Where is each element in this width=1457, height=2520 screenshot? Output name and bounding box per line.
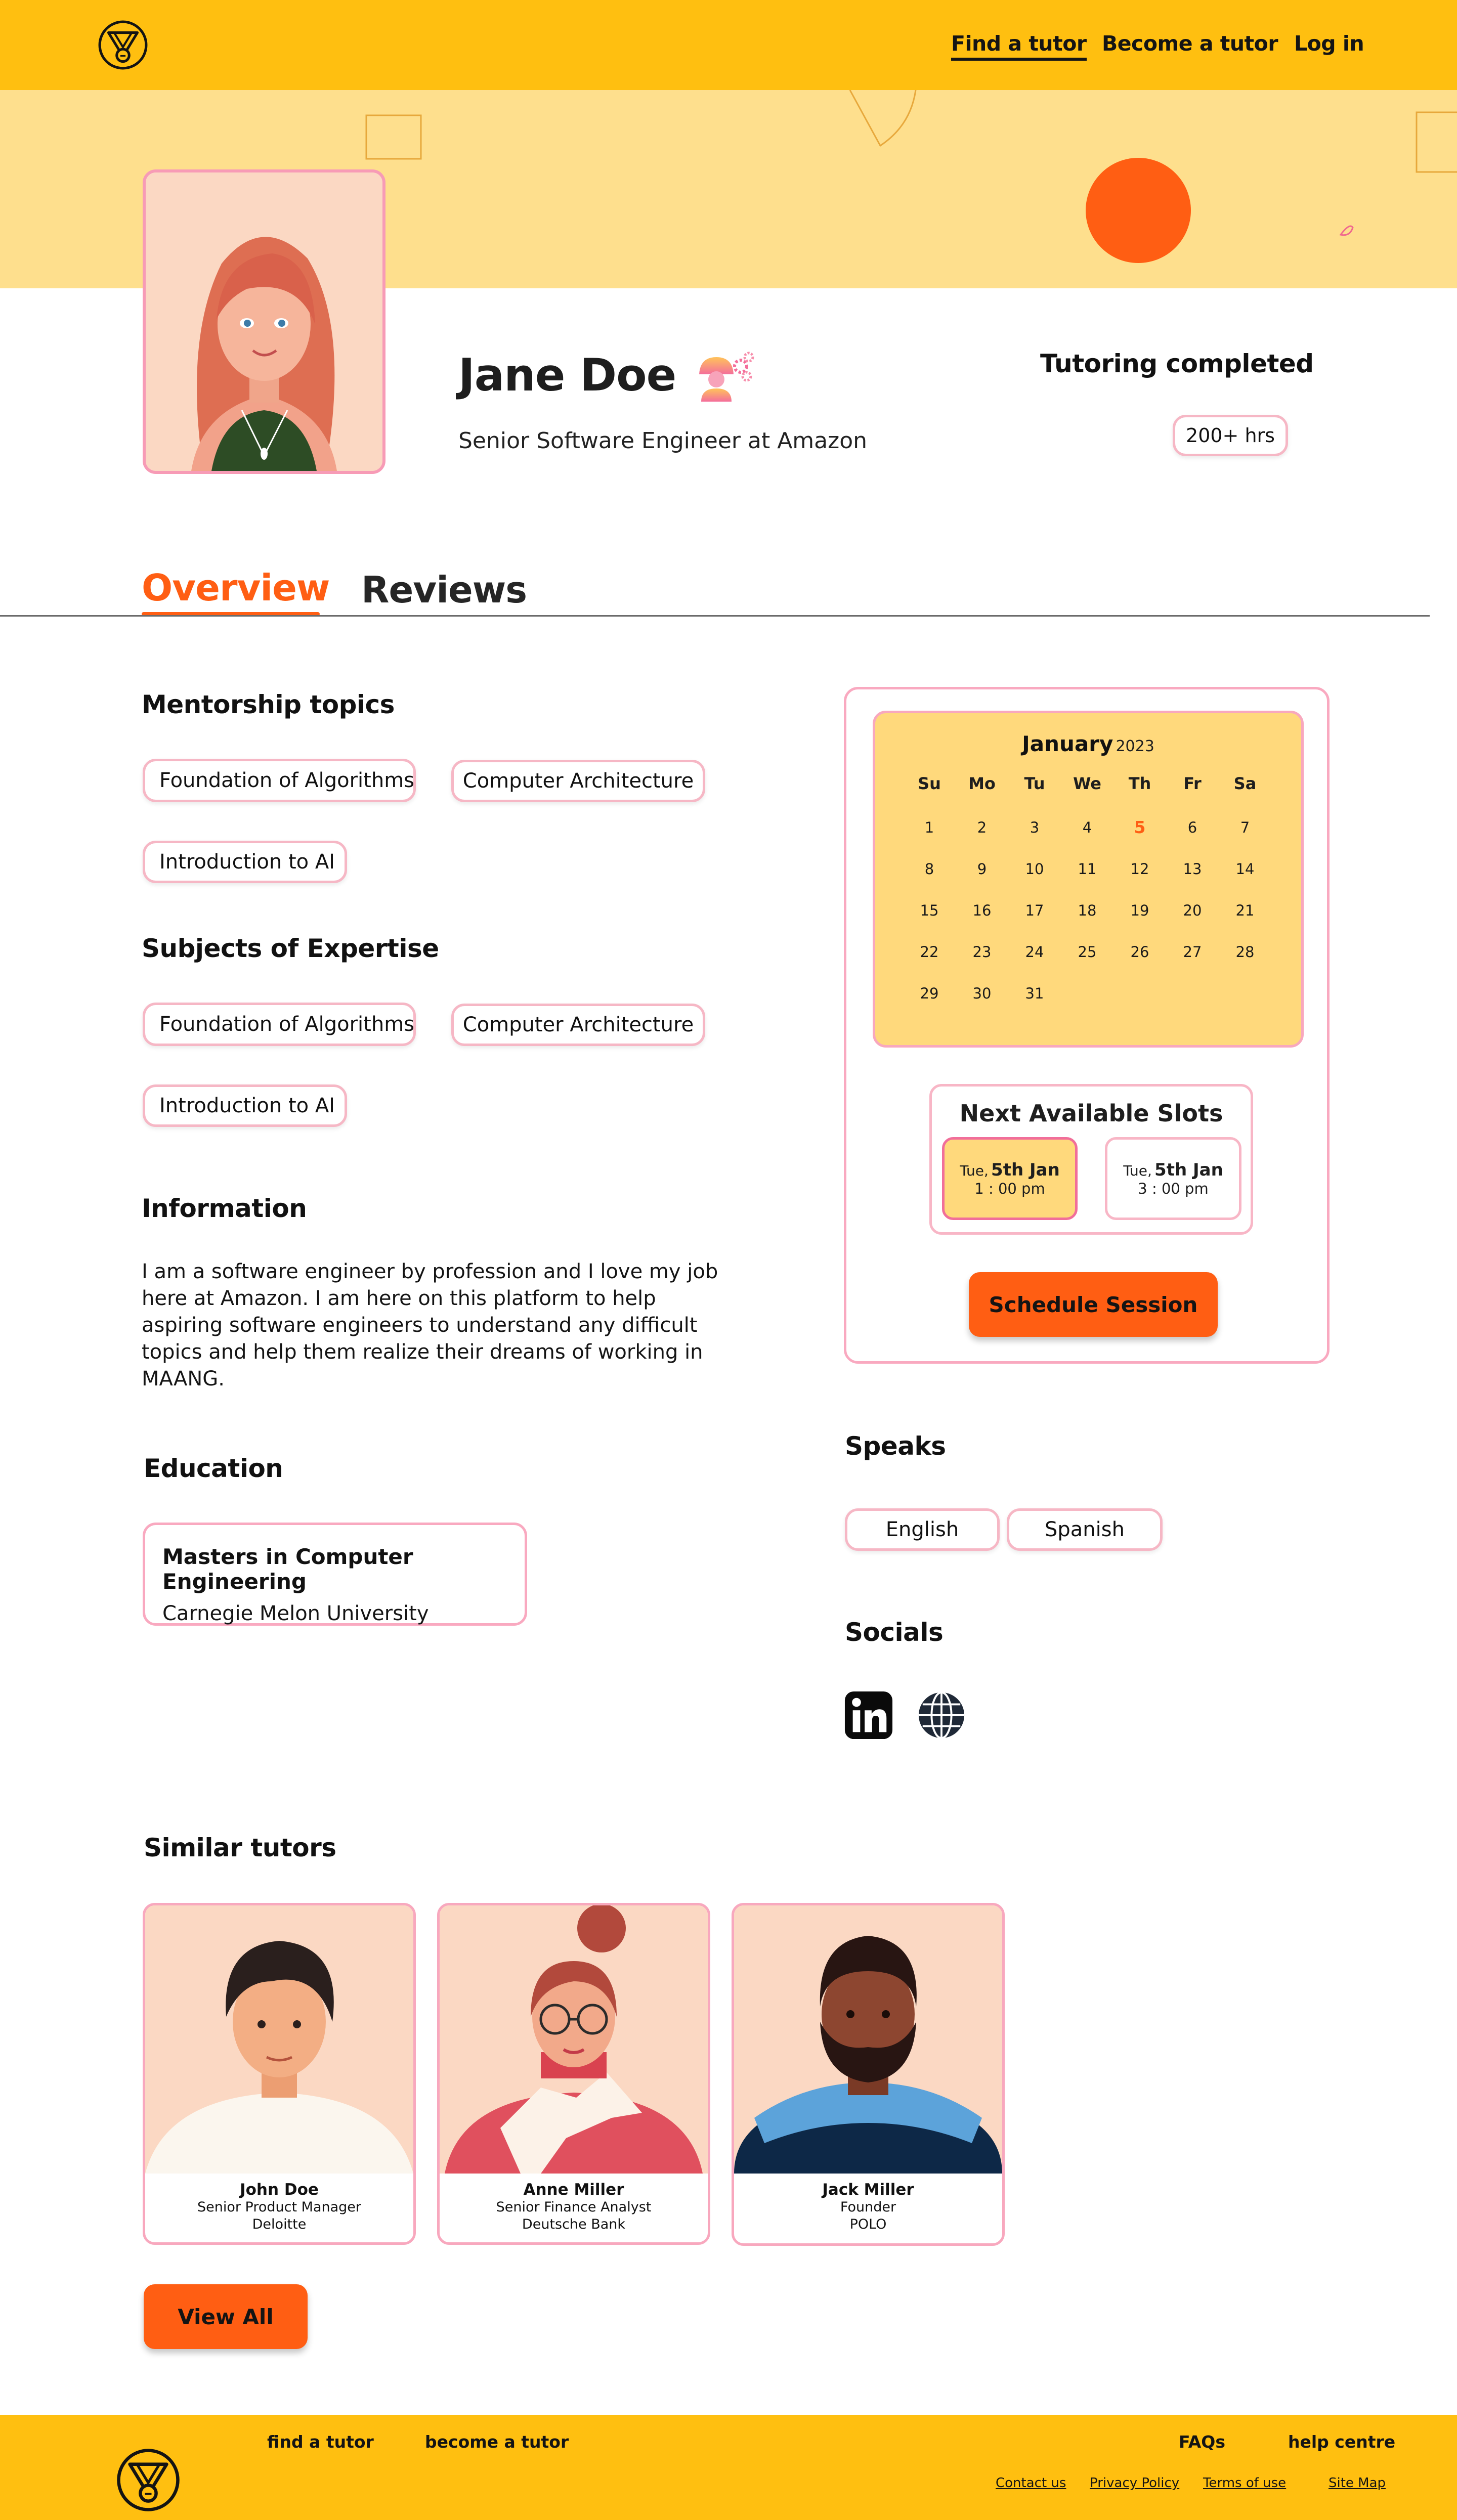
expertise-subject: Introduction to AI [143,1084,347,1127]
tab-overview[interactable]: Overview [142,567,330,609]
tutor-card-name: John Doe [240,2181,319,2199]
tutor-card-role: Founder [840,2199,896,2215]
calendar-day[interactable]: 23 [972,943,992,961]
calendar-day[interactable]: 17 [1025,902,1044,919]
calendar-day[interactable]: 28 [1235,943,1255,961]
education-degree: Masters in Computer Engineering [162,1544,413,1594]
tutor-card-name: Anne Miller [523,2181,624,2199]
calendar-year: 2023 [1116,737,1154,755]
footer-logo-icon[interactable] [115,2447,181,2513]
tutor-headline: Senior Software Engineer at Amazon [458,428,868,454]
view-all-tutors-button[interactable]: View All [144,2284,308,2349]
calendar-day[interactable]: 14 [1235,860,1255,878]
calendar-day[interactable]: 31 [1025,985,1044,1002]
mentorship-topic: Foundation of Algorithms [143,759,416,802]
weekday-label: Tu [1024,774,1045,793]
expertise-subject: Computer Architecture [451,1004,705,1046]
logo-icon[interactable] [97,19,149,71]
tab-reviews[interactable]: Reviews [361,569,527,611]
calendar-day[interactable]: 7 [1240,819,1250,836]
expertise-subject: Foundation of Algorithms [143,1003,416,1046]
information-heading: Information [142,1194,307,1223]
calendar [873,711,1304,1048]
calendar-day[interactable]: 1 [924,819,934,836]
mentorship-heading: Mentorship topics [142,690,395,719]
tutor-card-role: Senior Finance Analyst [496,2199,652,2215]
slot-date: 5th Jan [991,1160,1060,1180]
expertise-heading: Subjects of Expertise [142,934,439,963]
tutor-avatar [734,1905,1002,2174]
tabs-divider [0,615,1430,617]
speaks-heading: Speaks [845,1431,946,1461]
tutoring-completed-label: Tutoring completed [1040,349,1314,378]
education-heading: Education [144,1454,283,1483]
slot-time: 3 : 00 pm [1138,1180,1209,1197]
nav-find-tutor[interactable]: Find a tutor [951,31,1087,61]
calendar-day[interactable]: 3 [1030,819,1040,836]
footer-privacy-link[interactable]: Privacy Policy [1090,2475,1180,2491]
footer-faqs-link[interactable]: FAQs [1179,2432,1225,2452]
top-navbar [0,0,1457,90]
weekday-label: Sa [1233,774,1257,793]
weekday-label: Mo [968,774,996,793]
education-school: Carnegie Melon University [162,1602,429,1625]
tutor-name: Jane Doe [458,349,676,401]
slot-option-selected[interactable] [942,1137,1078,1220]
tutor-avatar [440,1905,708,2174]
calendar-month: January [1022,731,1113,756]
linkedin-icon[interactable] [844,1690,893,1740]
weekday-label: We [1073,774,1101,793]
mentorship-topic: Introduction to AI [143,841,347,883]
calendar-day[interactable]: 25 [1078,943,1097,961]
footer-become-tutor-link[interactable]: become a tutor [425,2432,569,2452]
similar-tutor-card[interactable] [437,1903,710,2245]
calendar-day[interactable]: 21 [1235,902,1255,919]
calendar-day[interactable]: 10 [1025,860,1044,878]
slot-date: 5th Jan [1154,1160,1223,1180]
available-slots-box [929,1084,1253,1235]
calendar-day[interactable]: 15 [920,902,939,919]
engineer-badge-icon [694,351,759,402]
profile-avatar [143,169,385,474]
socials-heading: Socials [845,1618,944,1647]
calendar-day[interactable]: 6 [1187,819,1197,836]
education-card [143,1523,527,1626]
calendar-day[interactable]: 16 [972,902,992,919]
tutoring-hours-badge: 200+ hrs [1173,415,1288,456]
booking-card [844,687,1330,1364]
calendar-day[interactable]: 29 [920,985,939,1002]
tutor-card-name: Jack Miller [822,2181,914,2199]
calendar-day[interactable]: 26 [1130,943,1149,961]
calendar-day[interactable]: 9 [977,860,987,878]
language-pill: English [845,1508,1000,1551]
footer-find-tutor-link[interactable]: find a tutor [267,2432,374,2452]
tutor-card-company: Deloitte [252,2217,307,2232]
tutor-card-company: Deutsche Bank [522,2217,626,2232]
calendar-day[interactable]: 18 [1078,902,1097,919]
nav-login[interactable]: Log in [1294,31,1364,56]
calendar-day[interactable]: 8 [924,860,934,878]
calendar-day[interactable]: 2 [977,819,987,836]
language-pill: Spanish [1007,1508,1163,1551]
weekday-label: Fr [1183,774,1202,793]
calendar-day[interactable]: 30 [972,985,992,1002]
similar-tutors-heading: Similar tutors [144,1833,336,1862]
calendar-day-selected[interactable]: 5 [1134,817,1146,837]
tutor-avatar [145,1905,413,2174]
tutor-card-role: Senior Product Manager [197,2199,361,2215]
weekday-label: Th [1128,774,1151,793]
weekday-label: Su [918,774,941,793]
calendar-day[interactable]: 24 [1025,943,1044,961]
footer-help-centre-link[interactable]: help centre [1288,2432,1396,2452]
footer-contact-link[interactable]: Contact us [996,2475,1066,2491]
slots-heading: Next Available Slots [959,1100,1223,1127]
calendar-day[interactable]: 27 [1183,943,1202,961]
footer [0,2415,1457,2520]
mentorship-topic: Computer Architecture [451,760,705,802]
slot-time: 1 : 00 pm [974,1180,1045,1197]
calendar-day[interactable]: 20 [1183,902,1202,919]
slot-option[interactable] [1105,1137,1241,1220]
calendar-day[interactable]: 13 [1183,860,1202,878]
nav-become-tutor[interactable]: Become a tutor [1102,31,1278,56]
slot-day: Tue, [1123,1162,1152,1179]
footer-sitemap-link[interactable]: Site Map [1329,2475,1386,2491]
calendar-day[interactable]: 11 [1078,860,1097,878]
calendar-day[interactable]: 19 [1130,902,1149,919]
tutor-card-company: POLO [849,2217,887,2232]
similar-tutor-card[interactable] [143,1903,416,2245]
similar-tutor-card[interactable] [732,1903,1005,2246]
schedule-session-button[interactable]: Schedule Session [969,1272,1218,1337]
slot-day: Tue, [960,1162,989,1179]
footer-terms-link[interactable]: Terms of use [1203,2475,1287,2491]
calendar-day[interactable]: 12 [1130,860,1149,878]
calendar-day[interactable]: 4 [1082,819,1092,836]
globe-icon[interactable] [917,1690,966,1740]
calendar-day[interactable]: 22 [920,943,939,961]
information-text: I am a software engineer by profession and I love my job here at Amazon. I am here on this platform to help aspiring software engineers to understand any difficult topics and help them realize their dreams of working in MAANG. [142,1260,718,1391]
calendar-grid [903,760,1301,1014]
